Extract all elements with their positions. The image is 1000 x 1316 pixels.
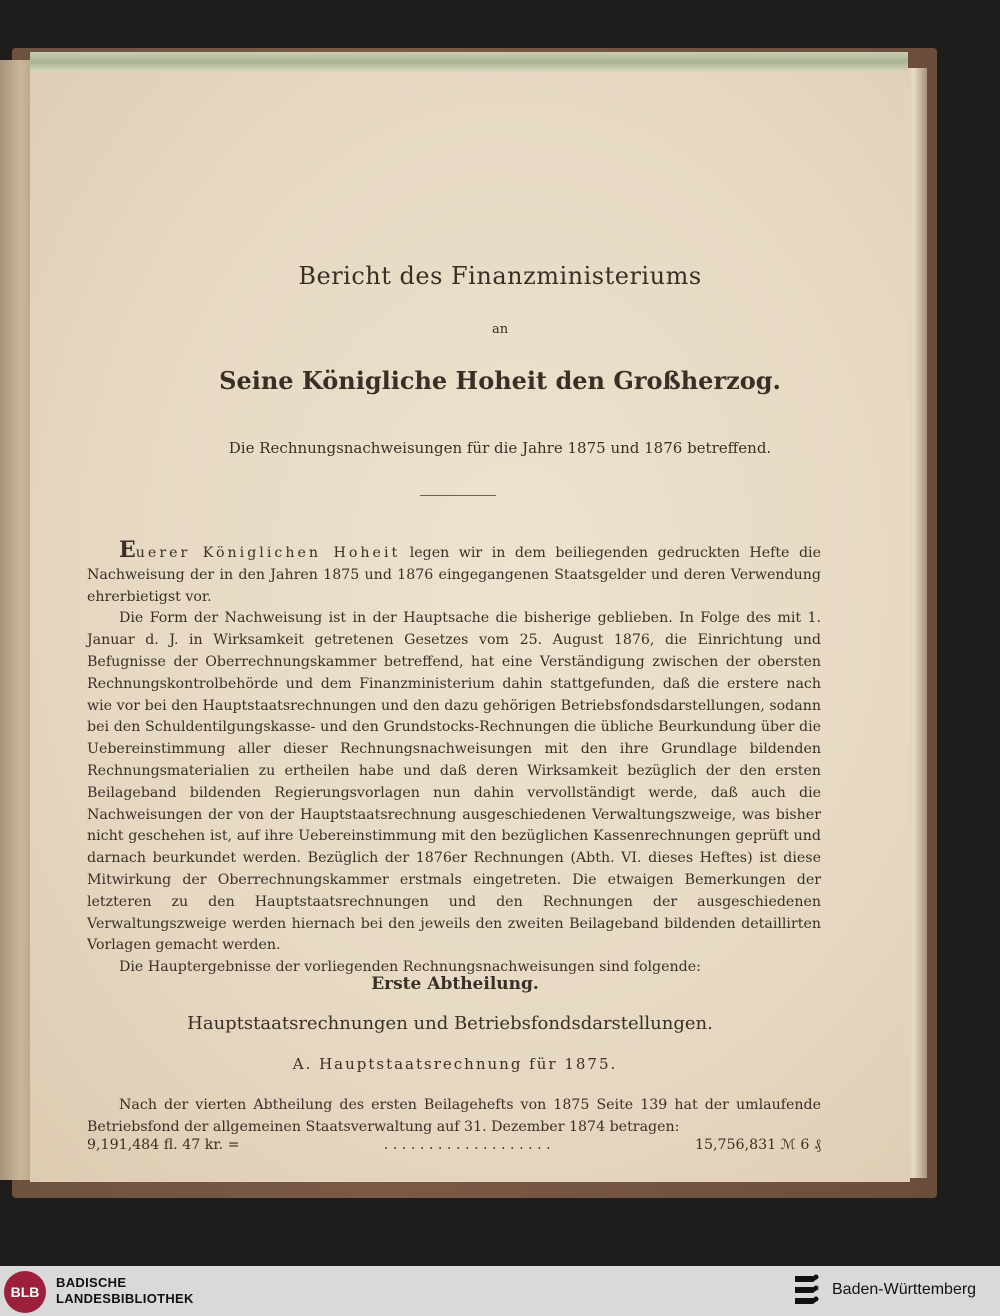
- facing-page-edge: [0, 60, 34, 1180]
- blb-logo-icon[interactable]: BLB: [4, 1271, 46, 1313]
- baden-wuerttemberg-lions-icon[interactable]: [792, 1273, 820, 1309]
- section-subheading: Hauptstaatsrechnungen und Betriebsfondsdarstellungen.: [187, 1013, 713, 1034]
- state-name[interactable]: Baden-Württemberg: [832, 1281, 977, 1298]
- footer-bar: [0, 1266, 1000, 1316]
- sum-dots: . . . . . . . . . . . . . . . . . . .: [383, 1137, 551, 1153]
- document-title: Bericht des Finanzministeriums: [298, 262, 702, 290]
- library-name-line1: BADISCHE: [56, 1275, 127, 1290]
- divider-rule: [420, 495, 496, 496]
- salutation-spaced: uerer Königlichen Hoheit: [135, 545, 401, 561]
- sum-right: 15,756,831 ℳ 6 ₰: [694, 1137, 821, 1153]
- sum-line: [87, 1137, 821, 1154]
- preposition: an: [491, 322, 509, 337]
- paragraph-1-text: legen wir in dem beiliegenden gedruckten Hefte die Nachweisung der in den Jahren 1875 und 1876 eingegangenen Staatsgelder und deren Verwendung ehrerbietigst vor.: [87, 545, 821, 605]
- paragraph-1: [87, 537, 821, 608]
- initial-letter: E: [119, 537, 136, 563]
- paragraph-2: Die Form der Nachweisung ist in der Hauptsache die bisherige geblieben. In Folge des mit 1. Januar d. J. in Wirksamkeit getretenen Gesetzes vom 25. August 1876, die Einrichtung und Befugnisse der Oberrechnungskammer betreffend, hat eine Verständigung zwischen der obersten Rechnungskontrolbehörde und dem Finanzministerium dahin stattgefunden, daß die erstere nach wie vor bei den Hauptstaatsrechnungen und den dazu gehörigen Betriebsfondsdarstellungen, sodann bei den Schuldentilgungskasse- und den Grundstocks-Rechnungen die übliche Beurkundung über die Uebereinstimmung aller dieser Rechnungsnachweisungen mit den ihre Grundlage bildenden Rechnungsmaterialien zu ertheilen habe und daß deren Wirksamkeit bezüglich der den ersten Beilageband bildenden Regierungsvorlagen nun dahin vervollständigt werde, daß auch die Nachweisungen der von der Hauptstaatsrechnung ausgeschiedenen Verwaltungszweige, was bisher nicht geschehen ist, auf ihre Uebereinstimmung mit den bezüglichen Kassenrechnungen geprüft und darnach beurkundet werden. Bezüglich der 1876er Rechnungen (Abth. VI. dieses Heftes) ist diese Mitwirkung der Oberrechnungskammer erstmals eingetreten. Die etwaigen Bemerkungen der letzteren zu den Hauptstaatsrechnungen und den Rechnungen der ausgeschiedenen Verwaltungszweige werden hiernach bei den jeweils den zweiten Beilageband bildenden detaillirten Vorlagen gemacht werden.: [87, 610, 821, 954]
- paragraph-4-text: Nach der vierten Abtheilung des ersten Beilagehefts von 1875 Seite 139 hat der umlaufende Betriebsfond der allgemeinen Staatsverwaltung auf 31. Dezember 1874 betragen:: [87, 1097, 821, 1135]
- sum-left: 9,191,484 fl. 47 kr. =: [87, 1137, 240, 1153]
- page-edge-top: [30, 52, 908, 74]
- paragraph-4: [87, 1094, 821, 1138]
- subject-line: Die Rechnungsnachweisungen für die Jahre 1875 und 1876 betreffend.: [228, 439, 772, 457]
- paragraph-3: Die Hauptergebnisse der vorliegenden Rechnungsnachweisungen sind folgende:: [119, 959, 701, 976]
- library-name-line2: LANDESBIBLIOTHEK: [56, 1291, 194, 1306]
- addressee-heading: Seine Königliche Hoheit den Großherzog.: [219, 366, 781, 395]
- subsection-heading: A. Hauptstaatsrechnung für 1875.: [292, 1055, 618, 1073]
- section-heading: Erste Abtheilung.: [371, 974, 539, 994]
- body-text: [87, 537, 821, 979]
- library-name[interactable]: [56, 1275, 194, 1307]
